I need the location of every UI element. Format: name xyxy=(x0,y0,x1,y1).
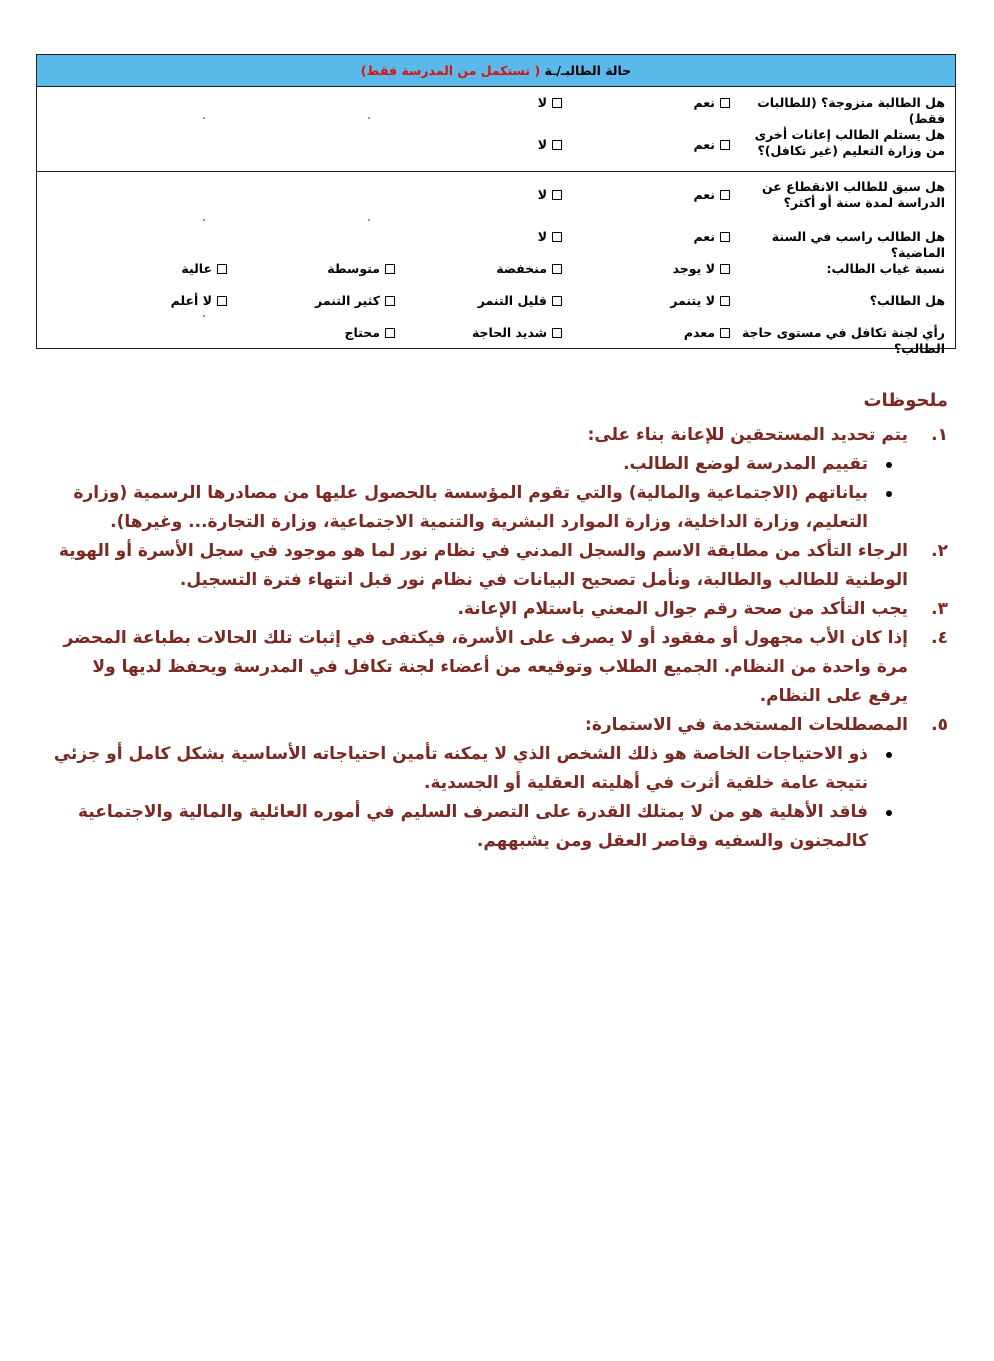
checkbox[interactable] xyxy=(720,328,730,338)
option-need-severe[interactable]: شديد الحاجة xyxy=(402,325,562,341)
option-interrupted-no[interactable]: لا xyxy=(402,187,562,203)
note-bullet: ذو الاحتياجات الخاصة هو ذلك الشخص الذي لا يمكنه تأمين احتياجاته الأساسية بشكل كامل أو جزئي نتيجة عامة خلقية أثرت في أهليته العقلية أو الجسدية. xyxy=(48,740,948,798)
note-item xyxy=(48,537,948,595)
note-number: ٣. xyxy=(931,599,948,619)
option-absence-medium[interactable]: متوسطة xyxy=(235,261,395,277)
bullet-icon xyxy=(886,491,892,497)
checkbox[interactable] xyxy=(217,296,227,306)
note-item xyxy=(48,711,948,740)
option-married-yes[interactable]: نعم xyxy=(570,95,730,111)
grid-dot xyxy=(368,219,370,221)
checkbox[interactable] xyxy=(720,98,730,108)
checkbox[interactable] xyxy=(552,328,562,338)
option-bully-no[interactable]: لا يتنمر xyxy=(570,293,730,309)
bullet-icon xyxy=(886,810,892,816)
checkbox[interactable] xyxy=(720,140,730,150)
note-text: الرجاء التأكد من مطابقة الاسم والسجل المدني في نظام نور لما هو موجود في سجل الأسرة أو الهوية الوطنية للطالب والطالبة، ونأمل تصحيح البيانات في نظام نور قبل انتهاء فترة التسجيل. xyxy=(58,541,908,590)
question-other-aid: هل يستلم الطالب إعانات أخرى من وزارة التعليم (غير تكافل)؟ xyxy=(754,127,945,158)
option-absence-low[interactable]: منخفضة xyxy=(402,261,562,277)
checkbox[interactable] xyxy=(217,264,227,274)
checkbox[interactable] xyxy=(385,328,395,338)
note-number: ٢. xyxy=(931,541,948,561)
checkbox[interactable] xyxy=(552,98,562,108)
student-status-form xyxy=(36,54,956,356)
note-number: ١. xyxy=(931,425,948,445)
option-bully-high[interactable]: كثير التنمر xyxy=(235,293,395,309)
option-failed-yes[interactable]: نعم xyxy=(570,229,730,245)
option-bully-low[interactable]: قليل التنمر xyxy=(402,293,562,309)
note-item xyxy=(48,595,948,624)
note-text: المصطلحات المستخدمة في الاستمارة: xyxy=(585,715,908,735)
question-bullying: هل الطالب؟ xyxy=(869,293,945,308)
checkbox[interactable] xyxy=(552,190,562,200)
checkbox[interactable] xyxy=(720,190,730,200)
option-failed-no[interactable]: لا xyxy=(402,229,562,245)
option-interrupted-yes[interactable]: نعم xyxy=(570,187,730,203)
grid-dot xyxy=(368,117,370,119)
checkbox[interactable] xyxy=(552,296,562,306)
checkbox[interactable] xyxy=(720,232,730,242)
checkbox[interactable] xyxy=(720,296,730,306)
checkbox[interactable] xyxy=(720,264,730,274)
option-other-aid-yes[interactable]: نعم xyxy=(570,137,730,153)
notes-title: ملحوظات xyxy=(863,390,948,411)
question-failed-last-year: هل الطالب راسب في السنة الماضية؟ xyxy=(771,229,945,260)
grid-dot xyxy=(203,219,205,221)
question-need-level: رأي لجنة تكافل في مستوى حاجة الطالب؟ xyxy=(741,325,945,356)
question-absence-rate: نسبة غياب الطالب: xyxy=(826,261,945,276)
option-absence-high[interactable]: عالية xyxy=(67,261,227,277)
option-need-destitute[interactable]: معدم xyxy=(570,325,730,341)
bullet-icon xyxy=(886,462,892,468)
checkbox[interactable] xyxy=(552,232,562,242)
grid-dot xyxy=(203,117,205,119)
note-bullet: بياناتهم (الاجتماعية والمالية) والتي تقوم المؤسسة بالحصول عليها من مصادرها الرسمية (وزارة التعليم، وزارة الداخلية، وزارة الموارد البشرية والتنمية الاجتماعية، وزارة التجارة... وغيرها). xyxy=(48,479,948,537)
checkbox[interactable] xyxy=(552,264,562,274)
option-married-no[interactable]: لا xyxy=(402,95,562,111)
note-text: إذا كان الأب مجهول أو مفقود أو لا يصرف على الأسرة، فيكتفى في إثبات تلك الحالات بطباعة المحضر مرة واحدة من النظام. الجميع الطلاب وتوقيعه من أعضاء لجنة تكافل في المدرسة ويحفظ لديها ولا يرفع على النظام. xyxy=(63,628,908,706)
note-bullet: فاقد الأهلية هو من لا يمتلك القدرة على التصرف السليم في أموره العائلية والمالية والاجتماعية كالمجنون والسفيه وقاصر العقل ومن يشبههم. xyxy=(48,798,948,856)
note-bullet: تقييم المدرسة لوضع الطالب. xyxy=(48,450,948,479)
bullet-icon xyxy=(886,752,892,758)
checkbox[interactable] xyxy=(552,140,562,150)
note-item xyxy=(48,421,948,450)
form-header xyxy=(37,55,955,87)
option-other-aid-no[interactable]: لا xyxy=(402,137,562,153)
note-item xyxy=(48,624,948,711)
note-text: يجب التأكد من صحة رقم جوال المعني باستلام الإعانة. xyxy=(457,599,908,619)
grid-dot xyxy=(203,315,205,317)
question-married: هل الطالبة متزوجة؟ (للطالبات فقط) xyxy=(757,95,945,126)
note-number: ٥. xyxy=(931,715,948,735)
form-subtitle: ( تستكمل من المدرسة فقط) xyxy=(360,63,541,78)
checkbox[interactable] xyxy=(385,264,395,274)
row-divider xyxy=(37,171,955,172)
form-title: حالة الطالبـ/ـة xyxy=(544,63,632,78)
checkbox[interactable] xyxy=(385,296,395,306)
note-number: ٤. xyxy=(931,628,948,648)
notes-section xyxy=(48,386,948,856)
option-need-needy[interactable]: محتاج xyxy=(235,325,395,341)
note-text: يتم تحديد المستحقين للإعانة بناء على: xyxy=(587,425,908,445)
option-absence-none[interactable]: لا يوجد xyxy=(570,261,730,277)
option-bully-unknown[interactable]: لا أعلم xyxy=(67,293,227,309)
question-interrupted-study: هل سبق للطالب الانقطاع عن الدراسة لمدة سنة أو أكثر؟ xyxy=(762,179,945,210)
